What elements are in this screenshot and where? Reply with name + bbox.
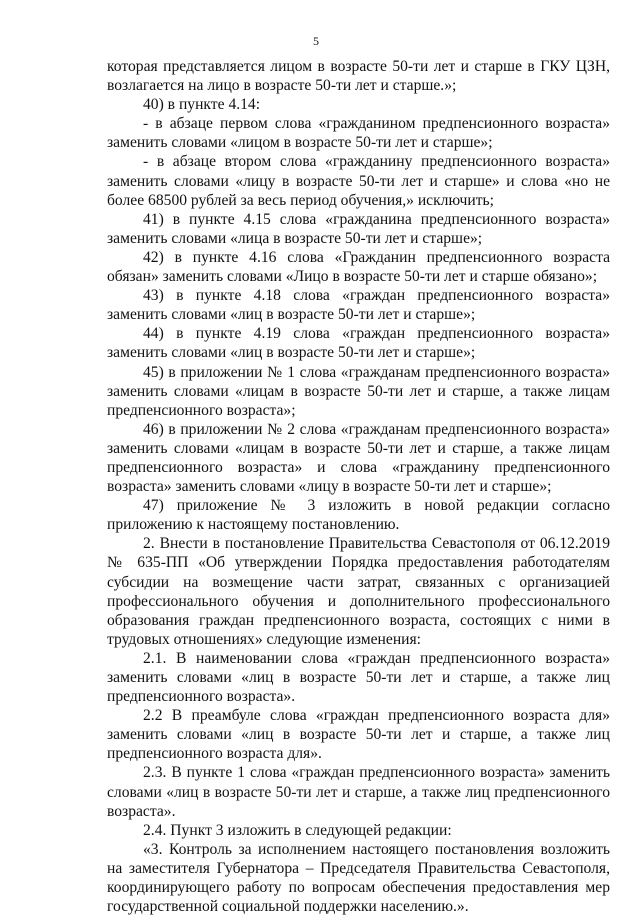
paragraph-item-45: 45) в приложении № 1 слова «гражданам предпенсионного возраста» заменить словами «лицам в возрасте 50-ти лет и старше, а также лицам предпенсионного возраста»; bbox=[107, 363, 610, 419]
paragraph-section-2: 2. Внести в постановление Правительства Севастополя от 06.12.2019 № 635-ПП «Об утверждении Порядка предоставления работодателям субсидии на возмещение части затрат, связанных с организацией профессионального обучения и дополнительного профессионального образования граждан предпенсионного возраста, состоящих с ними в трудовых отношениях» следующие изменения: bbox=[107, 535, 610, 648]
paragraph-item-40-second-abzac: - в абзаце втором слова «гражданину предпенсионного возраста» заменить словами «лицу в возрасте 50-ти лет и старше» и слова «но не более 68500 рублей за весь период обучения,» исключить; bbox=[107, 153, 610, 209]
paragraph-continuation: которая представляется лицом в возрасте 50-ти лет и старше в ГКУ ЦЗН, возлагается на лицо в возрасте 50-ти лет и старше.»; bbox=[107, 58, 610, 95]
page-number: 5 bbox=[313, 34, 319, 48]
paragraph-item-44: 44) в пункте 4.19 слова «граждан предпенсионного возраста» заменить словами «лиц в возрасте 50-ти лет и старше»; bbox=[107, 325, 610, 362]
paragraph-section-2-1: 2.1. В наименовании слова «граждан предпенсионного возраста» заменить словами «лиц в возрасте 50-ти лет и старше, а также лиц предпенсионного возраста». bbox=[107, 649, 610, 706]
paragraph-quoted-item-3: «3. Контроль за исполнением настоящего постановления возложить на заместителя Губернатора – Председателя Правительства Севастополя, координирующего работу по вопросам обеспечения предоставления мер государственной социальной поддержки населению.». bbox=[107, 840, 610, 916]
paragraph-item-40: 40) в пункте 4.14: bbox=[143, 96, 261, 114]
paragraph-item-41: 41) в пункте 4.15 слова «гражданина предпенсионного возраста» заменить словами «лица в возрасте 50-ти лет и старше»; bbox=[107, 210, 610, 247]
paragraph-item-47: 47) приложение № 3 изложить в новой редакции согласно приложению к настоящему постановлению. bbox=[107, 497, 610, 534]
paragraph-section-2-4: 2.4. Пункт 3 изложить в следующей редакции: bbox=[143, 821, 452, 839]
paragraph-section-2-3: 2.3. В пункте 1 слова «граждан предпенсионного возраста» заменить словами «лиц в возрасте 50-ти лет и старше, а также лиц предпенсионного возраста». bbox=[107, 764, 610, 820]
paragraph-item-43: 43) в пункте 4.18 слова «граждан предпенсионного возраста» заменить словами «лиц в возрасте 50-ти лет и старше»; bbox=[107, 287, 610, 324]
paragraph-item-42: 42) в пункте 4.16 слова «Гражданин предпенсионного возраста обязан» заменить словами «Лицо в возрасте 50-ти лет и старше обязано»; bbox=[107, 248, 610, 286]
paragraph-item-46: 46) в приложении № 2 слова «гражданам предпенсионного возраста» заменить словами «лицам в возрасте 50-ти лет и старше, а также лицам предпенсионного возраста» и слова «гражданину предпенсионного возраста» заменить словами «лицу в возрасте 50-ти лет и старше»; bbox=[107, 420, 610, 496]
document-body bbox=[107, 57, 610, 916]
paragraph-section-2-2: 2.2 В преамбуле слова «граждан предпенсионного возраста для» заменить словами «лиц в возрасте 50-ти лет и старше, а также лиц предпенсионного возраста для». bbox=[107, 707, 610, 763]
paragraph-item-40-first-abzac: - в абзаце первом слова «гражданином предпенсионного возраста» заменить словами «лицом в возрасте 50-ти лет и старше»; bbox=[107, 115, 610, 152]
